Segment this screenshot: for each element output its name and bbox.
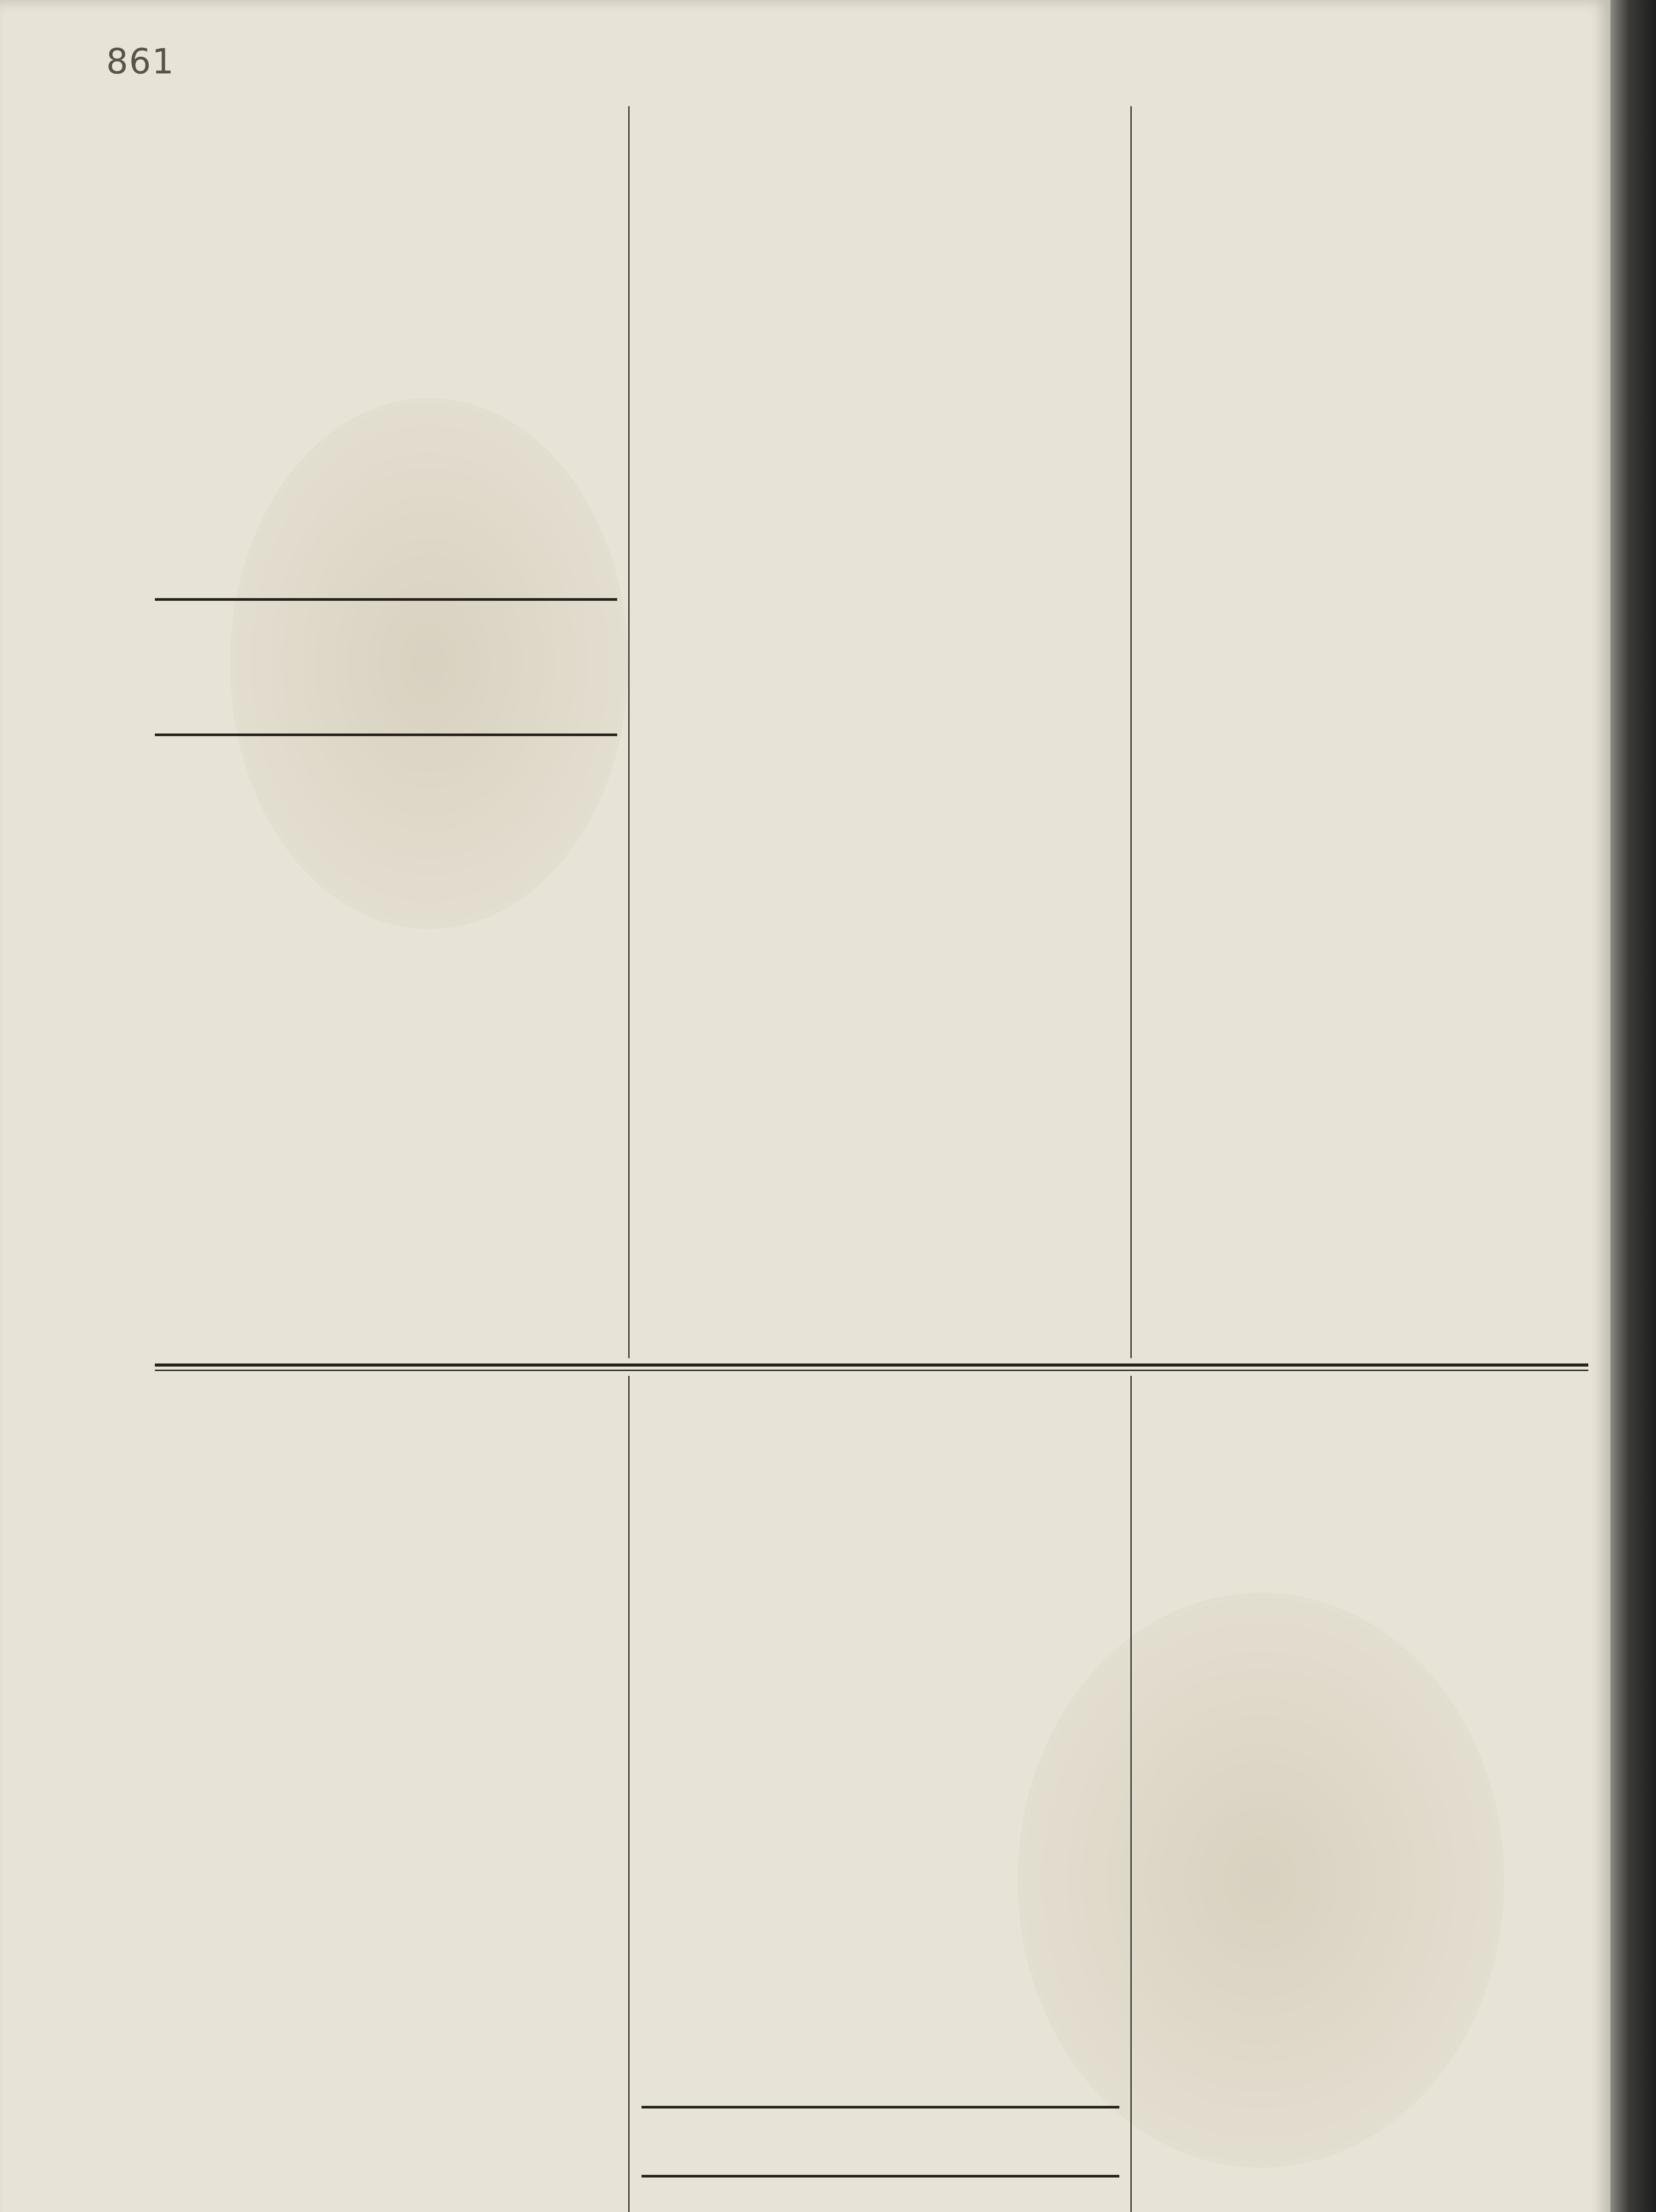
column-rule bbox=[628, 1376, 630, 2212]
column-rule bbox=[1130, 1376, 1132, 2212]
upper-middle-column bbox=[642, 113, 1119, 1356]
page-binding-edge bbox=[1610, 0, 1656, 2212]
upper-left-column bbox=[155, 113, 617, 593]
lower-left-column bbox=[155, 1378, 617, 2212]
page-number: 861 bbox=[106, 42, 175, 82]
column-rule bbox=[1130, 106, 1132, 1358]
section-body bbox=[642, 2181, 1119, 2212]
article-headline bbox=[155, 611, 617, 721]
section-divider bbox=[155, 1363, 1588, 1367]
lower-right-column bbox=[1144, 1378, 1586, 2212]
section-title bbox=[642, 2110, 1119, 2168]
article-body bbox=[155, 743, 617, 1354]
upper-right-column bbox=[1144, 113, 1586, 1356]
lower-middle-column bbox=[642, 1378, 1119, 2101]
section-divider bbox=[155, 1370, 1588, 1371]
column-rule bbox=[628, 106, 630, 1358]
